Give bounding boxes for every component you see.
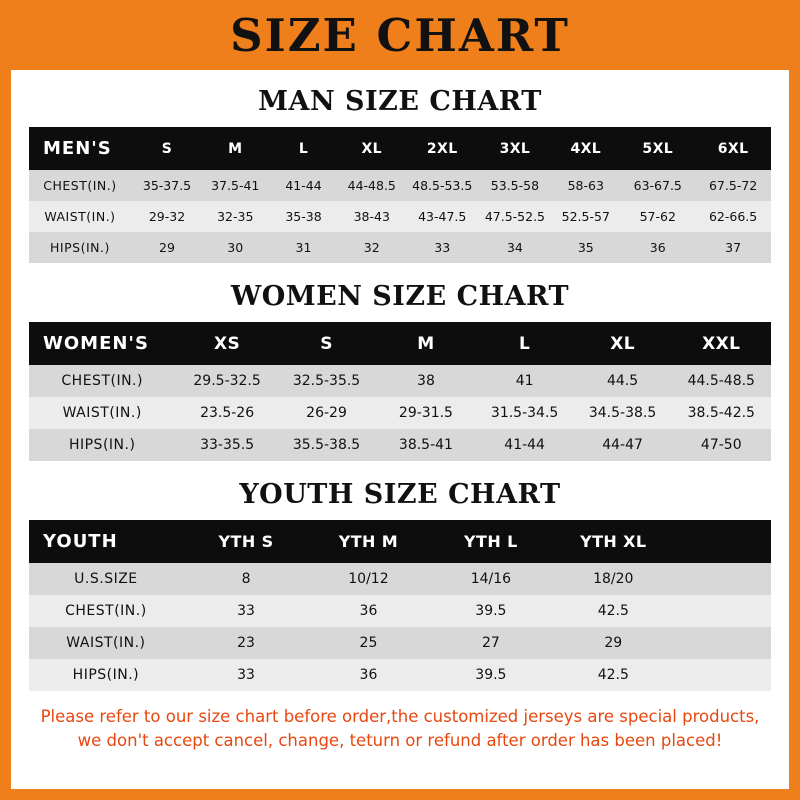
table-row xyxy=(29,365,771,397)
table-row xyxy=(29,659,771,691)
row-label: HIPS(IN.) xyxy=(29,232,133,263)
cell: 37 xyxy=(695,232,771,263)
women-col-xl: XL xyxy=(574,322,672,365)
table-row xyxy=(29,397,771,429)
content xyxy=(11,86,789,753)
cell: 36 xyxy=(307,595,429,627)
cell: 36 xyxy=(620,232,695,263)
cell: 34 xyxy=(479,232,552,263)
cell: 37.5-41 xyxy=(201,170,269,201)
banner xyxy=(11,0,789,70)
cell: 29.5-32.5 xyxy=(177,365,276,397)
women-col-m: M xyxy=(376,322,475,365)
men-col-2xl: 2XL xyxy=(406,127,479,170)
cell: 41-44 xyxy=(476,429,574,461)
table-row xyxy=(29,201,771,232)
cell: 47.5-52.5 xyxy=(479,201,552,232)
footer-note-line2: we don't accept cancel, change, teturn or refund after order has been placed! xyxy=(77,730,723,750)
cell xyxy=(675,595,772,627)
men-col-5xl: 5XL xyxy=(620,127,695,170)
table-row xyxy=(29,232,771,263)
men-col-xl: XL xyxy=(338,127,406,170)
women-col-xxl: XXL xyxy=(672,322,771,365)
cell: 41-44 xyxy=(269,170,337,201)
women-col-l: L xyxy=(476,322,574,365)
footer-note-line1: Please refer to our size chart before order,the customized jerseys are special products, xyxy=(40,707,760,726)
cell: 18/20 xyxy=(552,563,674,595)
bottom-accent-bar xyxy=(11,789,789,800)
cell: 43-47.5 xyxy=(406,201,479,232)
cell: 42.5 xyxy=(552,595,674,627)
row-label: WAIST(IN.) xyxy=(29,627,185,659)
cell: 34.5-38.5 xyxy=(574,397,672,429)
row-label: WAIST(IN.) xyxy=(29,397,177,429)
cell: 26-29 xyxy=(277,397,376,429)
cell: 29-31.5 xyxy=(376,397,475,429)
table-row xyxy=(29,595,771,627)
cell: 30 xyxy=(201,232,269,263)
men-col-m: M xyxy=(201,127,269,170)
cell: 32.5-35.5 xyxy=(277,365,376,397)
row-label: U.S.SIZE xyxy=(29,563,185,595)
cell: 44.5-48.5 xyxy=(672,365,771,397)
cell: 29 xyxy=(133,232,201,263)
cell: 31 xyxy=(269,232,337,263)
cell: 62-66.5 xyxy=(695,201,771,232)
cell: 35.5-38.5 xyxy=(277,429,376,461)
women-col-label: WOMEN'S xyxy=(29,322,177,365)
cell: 44-47 xyxy=(574,429,672,461)
cell: 38.5-42.5 xyxy=(672,397,771,429)
section-title-youth: YOUTH SIZE CHART xyxy=(239,479,561,510)
row-label: CHEST(IN.) xyxy=(29,595,185,627)
cell: 57-62 xyxy=(620,201,695,232)
women-col-s: S xyxy=(277,322,376,365)
cell xyxy=(675,659,772,691)
table-header-row xyxy=(29,127,771,170)
cell: 41 xyxy=(476,365,574,397)
row-label: HIPS(IN.) xyxy=(29,659,185,691)
cell: 58-63 xyxy=(551,170,620,201)
cell: 33 xyxy=(185,659,307,691)
cell: 33 xyxy=(185,595,307,627)
cell: 35-38 xyxy=(269,201,337,232)
cell: 29-32 xyxy=(133,201,201,232)
cell: 32 xyxy=(338,232,406,263)
cell: 38.5-41 xyxy=(376,429,475,461)
table-header-row xyxy=(29,520,771,563)
cell: 25 xyxy=(307,627,429,659)
youth-col-label: YOUTH xyxy=(29,520,185,563)
section-title-women: WOMEN SIZE CHART xyxy=(230,281,570,312)
men-col-3xl: 3XL xyxy=(479,127,552,170)
row-label: CHEST(IN.) xyxy=(29,365,177,397)
youth-col-l: YTH L xyxy=(430,520,552,563)
youth-size-table xyxy=(29,520,771,691)
cell: 33-35.5 xyxy=(177,429,276,461)
table-header-row xyxy=(29,322,771,365)
cell: 31.5-34.5 xyxy=(476,397,574,429)
cell: 27 xyxy=(430,627,552,659)
cell xyxy=(675,627,772,659)
row-label: CHEST(IN.) xyxy=(29,170,133,201)
cell: 38-43 xyxy=(338,201,406,232)
footer-note xyxy=(29,705,771,753)
table-row xyxy=(29,429,771,461)
men-col-6xl: 6XL xyxy=(695,127,771,170)
women-col-xs: XS xyxy=(177,322,276,365)
row-label: WAIST(IN.) xyxy=(29,201,133,232)
cell: 53.5-58 xyxy=(479,170,552,201)
cell: 38 xyxy=(376,365,475,397)
cell: 67.5-72 xyxy=(695,170,771,201)
row-label: HIPS(IN.) xyxy=(29,429,177,461)
cell: 23 xyxy=(185,627,307,659)
cell: 29 xyxy=(552,627,674,659)
cell: 23.5-26 xyxy=(177,397,276,429)
cell: 42.5 xyxy=(552,659,674,691)
page-title: SIZE CHART xyxy=(230,8,570,62)
cell: 35-37.5 xyxy=(133,170,201,201)
cell: 39.5 xyxy=(430,595,552,627)
cell: 32-35 xyxy=(201,201,269,232)
cell: 36 xyxy=(307,659,429,691)
table-row xyxy=(29,563,771,595)
cell: 44-48.5 xyxy=(338,170,406,201)
women-size-table xyxy=(29,322,771,461)
cell: 44.5 xyxy=(574,365,672,397)
youth-col-m: YTH M xyxy=(307,520,429,563)
cell xyxy=(675,563,772,595)
cell: 52.5-57 xyxy=(551,201,620,232)
men-col-4xl: 4XL xyxy=(551,127,620,170)
cell: 14/16 xyxy=(430,563,552,595)
cell: 8 xyxy=(185,563,307,595)
men-col-label: MEN'S xyxy=(29,127,133,170)
section-title-men: MAN SIZE CHART xyxy=(258,86,542,117)
men-col-s: S xyxy=(133,127,201,170)
cell: 35 xyxy=(551,232,620,263)
table-row xyxy=(29,170,771,201)
cell: 33 xyxy=(406,232,479,263)
cell: 39.5 xyxy=(430,659,552,691)
men-size-table xyxy=(29,127,771,263)
youth-col-xl: YTH XL xyxy=(552,520,674,563)
youth-col-empty xyxy=(675,520,772,563)
youth-col-s: YTH S xyxy=(185,520,307,563)
cell: 47-50 xyxy=(672,429,771,461)
men-col-l: L xyxy=(269,127,337,170)
cell: 48.5-53.5 xyxy=(406,170,479,201)
table-row xyxy=(29,627,771,659)
cell: 10/12 xyxy=(307,563,429,595)
cell: 63-67.5 xyxy=(620,170,695,201)
